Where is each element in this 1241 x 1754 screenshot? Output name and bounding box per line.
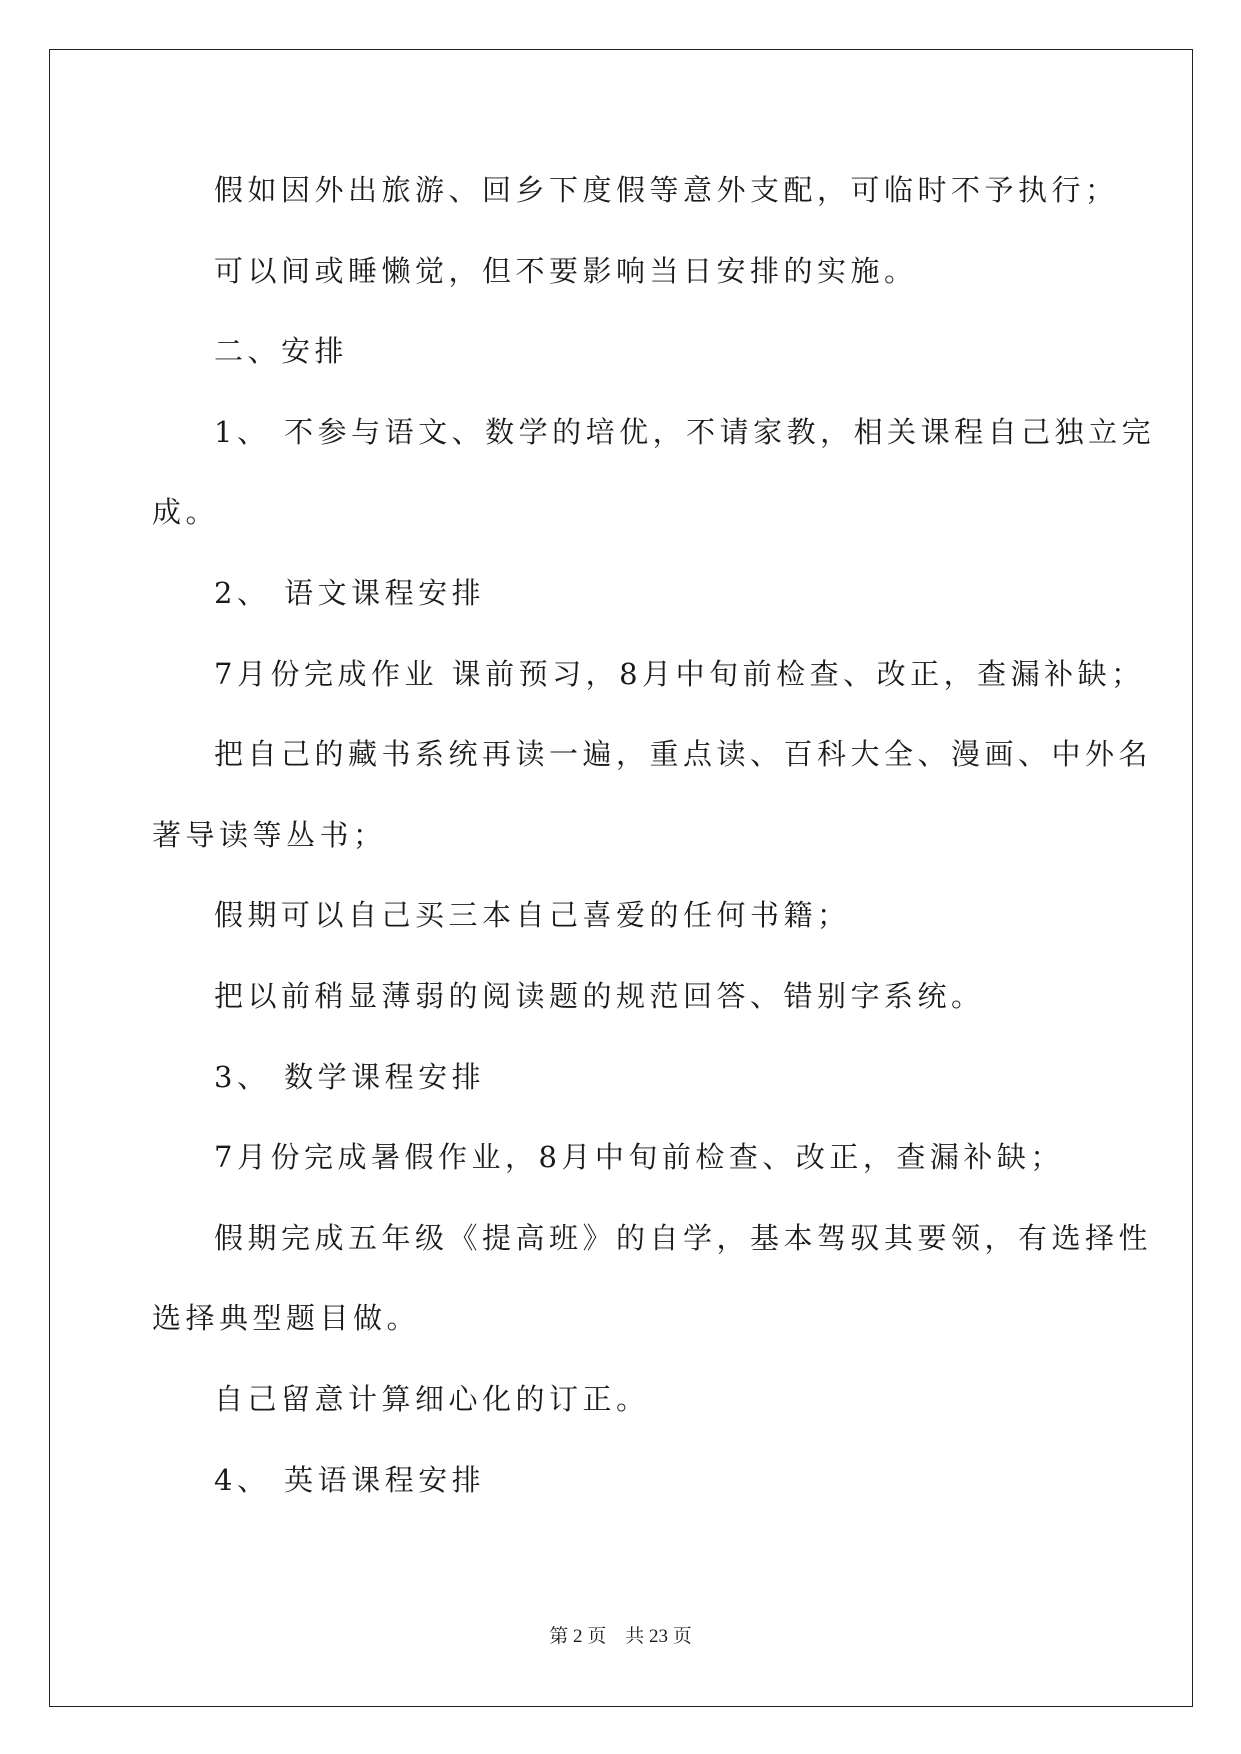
paragraph-line: 假如因外出旅游、回乡下度假等意外支配，可临时不予执行； <box>214 173 1119 207</box>
paragraph-line: 把自己的藏书系统再读一遍，重点读、百科大全、漫画、中外名 <box>214 737 1153 771</box>
paragraph-line: 自己留意计算细心化的订正。 <box>214 1382 650 1416</box>
page-footer <box>0 1625 1241 1649</box>
paragraph-line: 选择典型题目做。 <box>152 1301 421 1335</box>
paragraph-line: 著导读等丛书； <box>152 818 387 852</box>
subsection-heading: 3、 数学课程安排 <box>214 1060 486 1094</box>
paragraph-line: 成。 <box>152 495 220 529</box>
paragraph-line: 假期可以自己买三本自己喜爱的任何书籍； <box>214 898 851 932</box>
paragraph-line: 1、 不参与语文、数学的培优，不请家教，相关课程自己独立完 <box>214 415 1156 449</box>
paragraph-line: 7月份完成暑假作业，8月中旬前检查、改正，查漏补缺； <box>214 1140 1064 1174</box>
paragraph-line: 把以前稍显薄弱的阅读题的规范回答、错别字系统。 <box>214 979 985 1013</box>
page-number: 第 2 页 <box>549 1626 607 1647</box>
page-total: 共 23 页 <box>625 1626 692 1647</box>
paragraph-line: 7月份完成作业 课前预习，8月中旬前检查、改正，查漏补缺； <box>214 657 1145 691</box>
paragraph-line: 可以间或睡懒觉，但不要影响当日安排的实施。 <box>214 254 918 288</box>
page-border <box>49 49 1193 1707</box>
subsection-heading: 4、 英语课程安排 <box>214 1463 486 1497</box>
subsection-heading: 2、 语文课程安排 <box>214 576 486 610</box>
section-heading: 二、安排 <box>214 334 349 368</box>
paragraph-line: 假期完成五年级《提高班》的自学，基本驾驭其要领，有选择性 <box>214 1221 1153 1255</box>
